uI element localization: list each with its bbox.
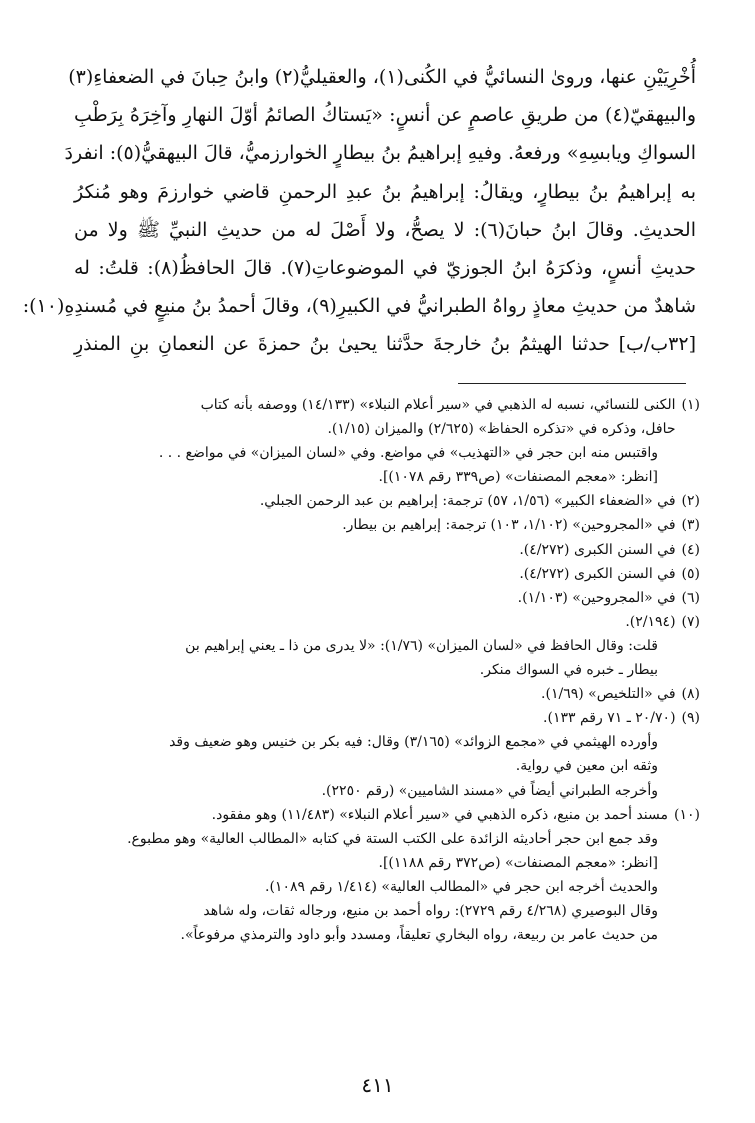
footnote-body [60, 586, 676, 610]
footnote-line: حافل، وذكره في «تذكره الحفاظ» (٢/٦٢٥) والميزان (١/١٥). [327, 421, 676, 438]
footnote-line: في السنن الكبرى (٤/٢٧٢). [519, 565, 676, 582]
footnote [60, 706, 700, 730]
footnote [60, 562, 700, 586]
footnote-number: (٨) [681, 686, 700, 703]
footnote-continuation: وأخرجه الطبراني أيضاً في «مسند الشاميين» (رقم ٢٢٥٠). [321, 782, 658, 799]
footnote-line: في السنن الكبرى (٤/٢٧٢). [519, 541, 676, 558]
footnote-number: (٣) [681, 517, 700, 534]
main-text [22, 58, 696, 364]
text-line: به إبراهيمُ بنُ بيطارٍ، ويقالُ: إبراهيمُ بنُ عبدِ الرحمنِ قاضي خوارزمَ وهو مُنكرُ [74, 180, 696, 203]
footnote [60, 538, 700, 562]
footnote-body [60, 393, 676, 441]
footnote-continuation: من حديث عامر بن ربيعة، رواه البخاري تعليقاً، ومسدد وأبو داود والترمذي مرفوعاً». [180, 927, 658, 944]
text-line: [٣٢ب/ب] حدثنا الهيثمُ بنُ خارجةَ حدَّثنا يحيىٰ بنُ حمزةَ عن النعمانِ بنِ المنذرِ [74, 333, 696, 356]
footnote [60, 682, 700, 706]
page-number: ٤١١ [361, 1073, 394, 1097]
footnote [60, 393, 700, 441]
text-line: والبيهقيّ(٤) من طريقِ عاصمٍ عن أنسٍ: «يَستاكُ الصائمُ أوّلَ النهارِ وآخِرَهُ بِرَطْبِ [74, 104, 696, 127]
footnote-line: في «المجروحين» (١/١٠٢، ١٠٣) ترجمة: إبراهيم بن بيطار. [342, 517, 676, 534]
footnote-continuation: والحديث أخرجه ابن حجر في «المطالب العالية» (١/٤١٤ رقم ١٠٨٩). [265, 878, 658, 895]
footnotes [60, 393, 700, 947]
footnote-line: في «التلخيص» (١/٦٩). [541, 686, 676, 703]
footnote-body [60, 538, 676, 562]
footnote-body [60, 610, 676, 634]
footnote-number: (٢) [681, 493, 700, 510]
footnote-body [60, 513, 676, 537]
footnote-line: في «الضعفاء الكبير» (١/٥٦، ٥٧) ترجمة: إبراهيم بن عبد الرحمن الجبلي. [259, 493, 676, 510]
footnote [60, 803, 700, 827]
footnote-continuation: بيطار ـ خبره في السواك منكر. [479, 662, 658, 679]
footnote [60, 489, 700, 513]
footnote-number: (٦) [681, 589, 700, 606]
text-line: شاهدٌ من حديثِ معاذٍ رواهُ الطبرانيُّ في الكبيرِ(٩)، وقالَ أحمدُ بنُ منيعٍ في مُسندِهِ(١٠): [22, 295, 696, 318]
footnote [60, 513, 700, 537]
footnote-continuation: وقد جمع ابن حجر أحاديثه الزائدة على الكتب الستة في كتابه «المطالب العالية» وهو مطبوع. [127, 830, 658, 847]
footnote-body [60, 489, 676, 513]
footnote-continuation: [انظر: «معجم المصنفات» (ص٣٧٢ رقم ١١٨٨)]. [378, 854, 658, 871]
footnote-body [60, 562, 676, 586]
text-line: الحديثِ. وقالَ ابنُ حبانَ(٦): لا يصحُّ، ولا أَصْلَ له من حديثِ النبيِّ ﷺ ولا من [74, 218, 696, 241]
footnote-line: مسند أحمد بن منيع، ذكره الذهبي في «سير أعلام النبلاء» (١١/٤٨٣) وهو مفقود. [211, 806, 669, 823]
footnote-line: (٢/١٩٤). [625, 613, 676, 630]
footnote-line: في «المجروحين» (١/١٠٣). [517, 589, 676, 606]
footnote-body [60, 706, 676, 730]
footnote-number: (٥) [681, 565, 700, 582]
footnote-body [60, 682, 676, 706]
footnote-continuation: وأورده الهيثمي في «مجمع الزوائد» (٣/١٦٥) وقال: فيه بكر بن خنيس وهو ضعيف وقد [169, 734, 658, 751]
footnote-continuation: وثقه ابن معين في رواية. [515, 758, 658, 775]
footnote-number: (٩) [681, 710, 700, 727]
footnote [60, 610, 700, 634]
footnote-separator [458, 383, 686, 384]
footnote-body [60, 803, 668, 827]
footnote-continuation: [انظر: «معجم المصنفات» (ص٣٣٩ رقم ١٠٧٨)]. [378, 469, 658, 486]
footnote-number: (١٠) [674, 806, 700, 823]
footnote [60, 586, 700, 610]
footnote-number: (٧) [681, 613, 700, 630]
footnote-line: (٢٠/٧٠ ـ ٧١ رقم ١٣٣). [543, 710, 676, 727]
footnote-line: الكنى للنسائي، نسبه له الذهبي في «سير أعلام النبلاء» (١٤/١٣٣) ووصفه بأنه كتاب [200, 397, 676, 413]
text-line: حديثِ أنسٍ، وذكرَهُ ابنُ الجوزيّ في الموضوعاتِ(٧). قالَ الحافظُ(٨): قلتُ: له [74, 257, 696, 280]
text-line: أُخْرِيَيْنِ عنها، وروىٰ النسائيُّ في الكُنى(١)، والعقيليُّ(٢) وابنُ حِبانَ في الضعفاءِ(٣) [68, 66, 696, 88]
footnote-number: (١) [681, 397, 700, 413]
footnote-continuation: وقال البوصيري (٤/٢٦٨ رقم ٢٧٢٩): رواه أحمد بن منيع، ورجاله ثقات، وله شاهد [203, 902, 658, 919]
text-line: السواكِ ويابسِهِ» ورفعهُ. وفيهِ إبراهيمُ بنُ بيطارٍ الخوارزميُّ، قالَ البيهقيُّ(٥): انفردَ [64, 142, 696, 165]
footnote-continuation: واقتبس منه ابن حجر في «التهذيب» في مواضع. وفي «لسان الميزان» في مواضع . . . [158, 445, 658, 462]
footnote-continuation: قلت: وقال الحافظ في «لسان الميزان» (١/٧٦): «لا يدرى من ذا ـ يعني إبراهيم بن [185, 637, 658, 654]
footnote-number: (٤) [681, 541, 700, 558]
